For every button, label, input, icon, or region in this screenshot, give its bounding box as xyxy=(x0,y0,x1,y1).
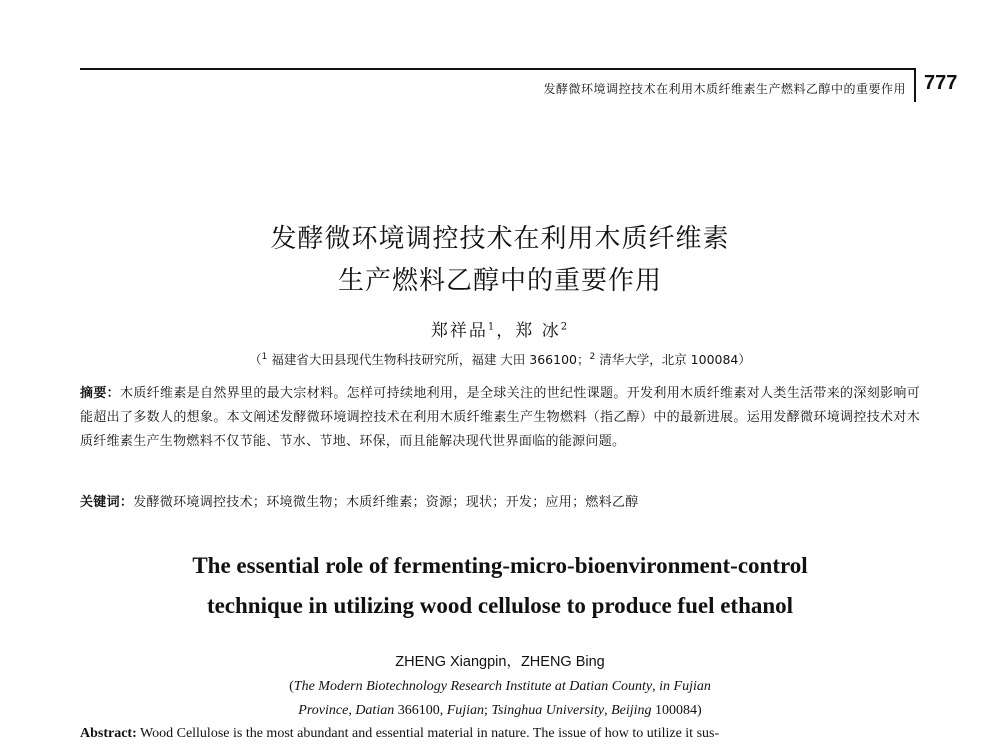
header-divider xyxy=(914,68,916,102)
affil-cn-sup1: 1 xyxy=(261,351,268,362)
author-cn-separator: ， xyxy=(496,321,516,341)
author-cn-1-sup: 1 xyxy=(487,321,497,333)
affil-en-university: Tsinghua University xyxy=(491,703,605,718)
affiliation-cn xyxy=(0,350,1000,368)
affil-en-sep4: , xyxy=(604,703,612,718)
abstract-cn xyxy=(80,382,920,454)
title-cn-line1: 发酵微环境调控技术在利用木质纤维素 xyxy=(270,224,730,254)
affil-en-sep2: , xyxy=(348,703,356,718)
affil-en-prov-short: Fujian xyxy=(446,703,485,718)
author-cn-2-sup: 2 xyxy=(560,321,570,333)
abstract-en-label: Abstract: xyxy=(80,726,137,741)
affil-cn-sup2: 2 xyxy=(589,351,596,362)
keywords-cn-text: 发酵微环境调控技术；环境微生物；木质纤维素；资源；现状；开发；应用；燃料乙醇 xyxy=(133,495,639,510)
affil-en-province1: in Fujian xyxy=(659,679,711,694)
abstract-en-text: Wood Cellulose is the most abundant and essential material in nature. The issue of how to utilize it sus- xyxy=(136,726,720,741)
running-header xyxy=(80,68,920,102)
affil-en-post2: 100084) xyxy=(651,703,702,718)
keywords-cn xyxy=(80,491,920,510)
affil-en-sep1: , xyxy=(652,679,660,694)
title-en-line1: The essential role of fermenting-micro-bioenvironment-control xyxy=(192,553,808,578)
affil-en-post1: 366100, xyxy=(394,703,447,718)
author-cn-1: 郑祥品 xyxy=(430,321,488,341)
affil-cn-open: （ xyxy=(249,352,262,367)
title-cn-line2: 生产燃料乙醇中的重要作用 xyxy=(337,266,662,296)
affil-en-city2: Beijing xyxy=(611,703,652,718)
affiliation-en-line2 xyxy=(0,703,1000,719)
page-number: 777 xyxy=(924,72,958,94)
affil-en-sep3: ; xyxy=(484,703,492,718)
affil-en-province2: Province xyxy=(298,703,349,718)
affil-en-institute: The Modern Biotechnology Research Institute at Datian County xyxy=(293,679,653,694)
title-en-line2: technique in utilizing wood cellulose to produce fuel ethanol xyxy=(206,593,794,618)
author-cn-2: 郑 冰 xyxy=(515,321,561,341)
affil-en-open: ( xyxy=(289,679,294,694)
affil-en-city1: Datian xyxy=(355,703,395,718)
affil-cn-text2: 清华大学，北京 100084） xyxy=(595,352,751,367)
running-title: 发酵微环境调控技术在利用木质纤维素生产燃料乙醇中的重要作用 xyxy=(543,82,906,96)
affil-cn-text1: 福建省大田县现代生物科技研究所，福建 大田 366100； xyxy=(267,352,590,367)
abstract-cn-label: 摘要： xyxy=(80,386,121,401)
authors-en: ZHENG Xiangpin，ZHENG Bing xyxy=(395,654,605,670)
abstract-en xyxy=(80,726,930,742)
authors-cn xyxy=(0,316,1000,341)
affiliation-en-line1 xyxy=(0,679,1000,695)
keywords-cn-label: 关键词： xyxy=(80,495,134,510)
header-rule xyxy=(80,68,916,70)
abstract-cn-text: 木质纤维素是自然界里的最大宗材料。怎样可持续地利用，是全球关注的世纪性课题。开发利用木质纤维素对人类生活带来的深刻影响可能超出了多数人的想象。本文阐述发酵微环境调控技术在利用木质纤维素生产生物燃料（指乙醇）中的最新进展。运用发酵微环境调控技术对木质纤维素生产生物燃料不仅节能、节水、节地、环保，而且能解决现代世界面临的能源问题。 xyxy=(80,386,920,449)
